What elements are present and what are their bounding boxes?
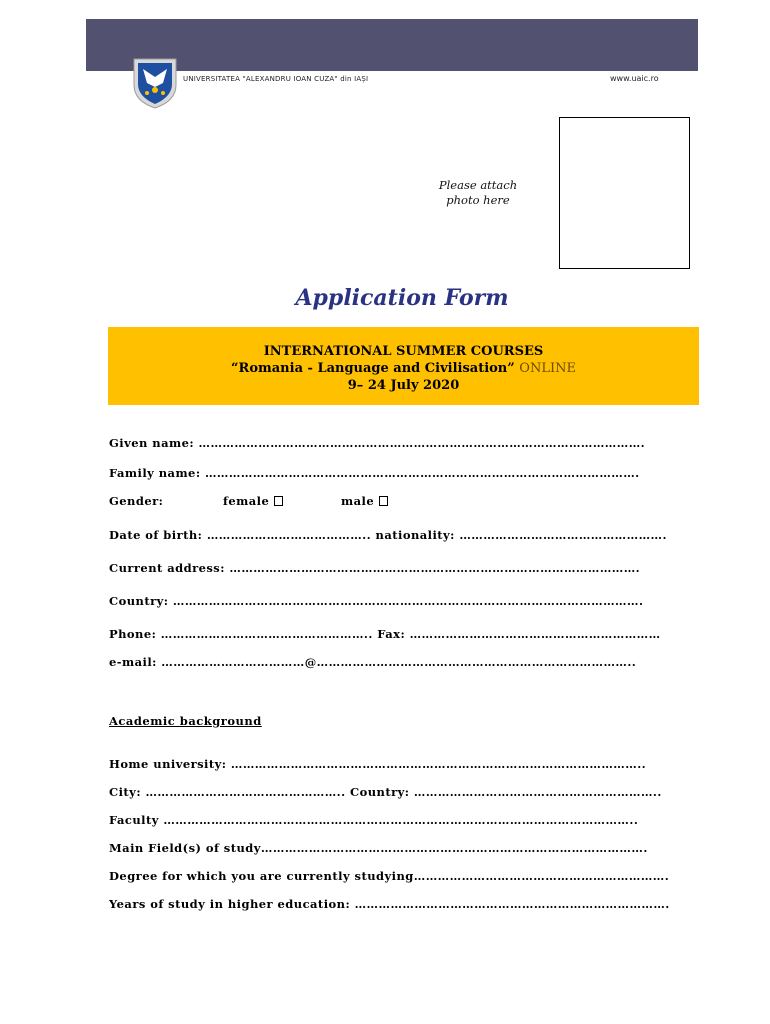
city-country-field[interactable]: City: ………………………………………….. Country: …………………………………………………….. bbox=[109, 785, 662, 799]
course-line2 bbox=[108, 360, 699, 377]
course-title: “Romania - Language and Civilisation” bbox=[231, 361, 515, 376]
country-field[interactable]: Country: ………………………………………………………………………………………………………. bbox=[109, 594, 644, 608]
years-of-study-field[interactable]: Years of study in higher education: ……………………………………………………………………. bbox=[109, 897, 670, 911]
photo-attachment-box[interactable] bbox=[559, 117, 690, 269]
gender-label: Gender: bbox=[109, 494, 164, 508]
gender-male-label: male bbox=[341, 494, 375, 508]
gender-male-option[interactable] bbox=[341, 494, 388, 508]
photo-hint-line2: photo here bbox=[446, 193, 510, 207]
university-name: UNIVERSITATEA "ALEXANDRU IOAN CUZA" din IAȘI bbox=[183, 75, 369, 83]
university-crest-icon bbox=[130, 57, 180, 109]
email-field[interactable]: e-mail: ………………………………@…………………………………………………………………….. bbox=[109, 655, 637, 669]
page-title: Application Form bbox=[295, 285, 509, 311]
course-mode: ONLINE bbox=[519, 361, 576, 376]
home-university-field[interactable]: Home university: ………………………………………………………………………………………….. bbox=[109, 757, 647, 771]
course-line1: INTERNATIONAL SUMMER COURSES bbox=[263, 344, 544, 359]
gender-female-label: female bbox=[223, 494, 270, 508]
phone-fax-field[interactable]: Phone: …………………………………………….. Fax: ……………………………………………………… bbox=[109, 627, 661, 641]
degree-field[interactable]: Degree for which you are currently studying………………………………………………………. bbox=[109, 869, 670, 883]
photo-hint bbox=[428, 178, 528, 208]
course-dates: 9– 24 July 2020 bbox=[347, 378, 460, 393]
gender-female-checkbox[interactable] bbox=[274, 496, 283, 506]
dob-nationality-field[interactable]: Date of birth: ………………………………….. nationality: ……………………………………………. bbox=[109, 528, 667, 542]
academic-background-heading: Academic background bbox=[109, 714, 262, 728]
website-link[interactable]: www.uaic.ro bbox=[610, 74, 659, 83]
photo-hint-line1: Please attach bbox=[438, 178, 518, 192]
gender-row bbox=[109, 494, 375, 508]
main-field-of-study-field[interactable]: Main Field(s) of study……………………………………………………………………………………. bbox=[109, 841, 648, 855]
current-address-field[interactable]: Current address: …………………………………………………………………………………………. bbox=[109, 561, 641, 575]
gender-female-option[interactable] bbox=[223, 494, 283, 508]
faculty-field[interactable]: Faculty ……………………………………………………………………………………………………….. bbox=[109, 813, 639, 827]
course-info-box bbox=[108, 327, 699, 405]
gender-male-checkbox[interactable] bbox=[379, 496, 388, 506]
family-name-field[interactable]: Family name: ………………………………………………………………………………………………. bbox=[109, 466, 640, 480]
given-name-field[interactable]: Given name: …………………………………………………………………………………………………. bbox=[109, 436, 646, 450]
